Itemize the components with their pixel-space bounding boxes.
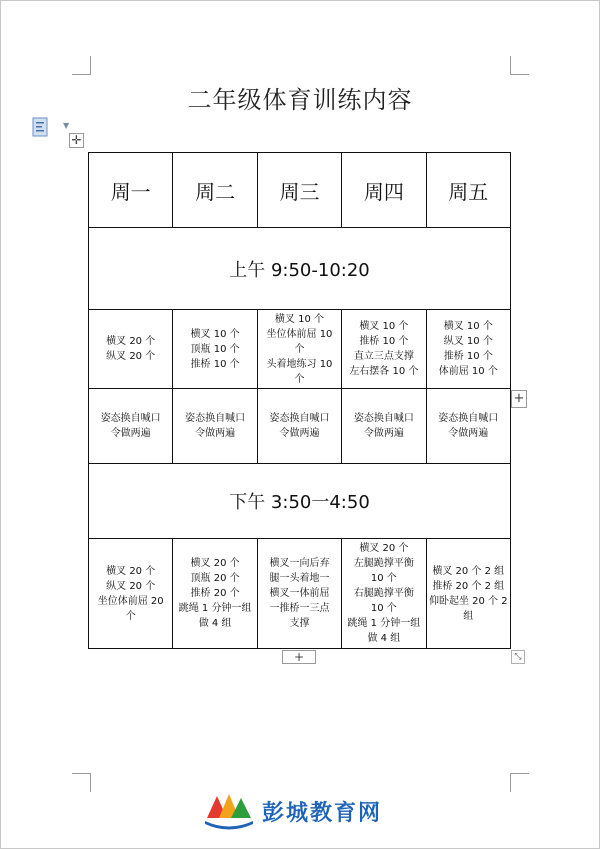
table-resize-handle[interactable]: ⤡ <box>511 650 525 664</box>
add-column-button[interactable]: + <box>511 390 527 408</box>
table-cell: 横叉 10 个 顶瓶 10 个 推桥 10 个 <box>173 310 257 389</box>
add-row-button[interactable]: + <box>282 650 316 664</box>
afternoon-section-row <box>89 464 511 539</box>
margin-corner-top-left <box>72 56 91 75</box>
document-title: 二年级体育训练内容 <box>187 86 413 114</box>
table-cell: 横叉 20 个 纵叉 20 个 坐位体前屈 20 个 <box>89 539 173 649</box>
dropdown-caret-icon[interactable]: ▼ <box>63 121 70 130</box>
table-row <box>89 310 511 389</box>
table-cell: 横叉 20 个 纵叉 20 个 <box>89 310 173 389</box>
margin-corner-bottom-right <box>510 773 529 792</box>
header-cell-mon: 周一 <box>89 153 173 228</box>
morning-label: 上午 9:50-10:20 <box>89 228 511 310</box>
table-cell: 横叉 10 个 坐位体前屈 10 个 头着地练习 10 个 <box>257 310 341 389</box>
table-row <box>89 389 511 464</box>
table-cell: 姿态换自喊口 令做两遍 <box>173 389 257 464</box>
header-cell-thu: 周四 <box>342 153 426 228</box>
table-cell: 姿态换自喊口 令做两遍 <box>426 389 510 464</box>
header-cell-fri: 周五 <box>426 153 510 228</box>
table-row <box>89 539 511 649</box>
table-cell: 姿态换自喊口 令做两遍 <box>89 389 173 464</box>
table-move-handle[interactable]: ✛ <box>69 133 84 148</box>
table-cell: 姿态换自喊口 令做两遍 <box>257 389 341 464</box>
header-cell-wed: 周三 <box>257 153 341 228</box>
table-cell: 横叉 20 个 左腿跪撑平衡 10 个 右腿跪撑平衡 10 个 跳绳 1 分钟一组 做 4 组 <box>342 539 426 649</box>
site-logo-text: 彭城教育网 <box>262 801 383 826</box>
table-cell: 横叉 10 个 纵叉 10 个 推桥 10 个 体前屈 10 个 <box>426 310 510 389</box>
table-header-row <box>89 153 511 228</box>
training-schedule-table <box>88 152 511 649</box>
margin-corner-top-right <box>510 56 529 75</box>
table-cell: 横叉 10 个 推桥 10 个 直立三点支撑 左右摆各 10 个 <box>342 310 426 389</box>
document-map-icon[interactable] <box>31 117 51 137</box>
table-cell: 横叉 20 个 顶瓶 20 个 推桥 20 个 跳绳 1 分钟一组 做 4 组 <box>173 539 257 649</box>
morning-section-row <box>89 228 511 310</box>
table-cell: 姿态换自喊口 令做两遍 <box>342 389 426 464</box>
table-cell: 横叉一向后弃 腿一头着地一 横叉一体前屈 一推桥一三点 支撑 <box>257 539 341 649</box>
afternoon-label: 下午 3:50一4:50 <box>89 464 511 539</box>
header-cell-tue: 周二 <box>173 153 257 228</box>
table-cell: 横叉 20 个 2 组 推桥 20 个 2 组 仰卧起坐 20 个 2 组 <box>426 539 510 649</box>
margin-corner-bottom-left <box>72 773 91 792</box>
